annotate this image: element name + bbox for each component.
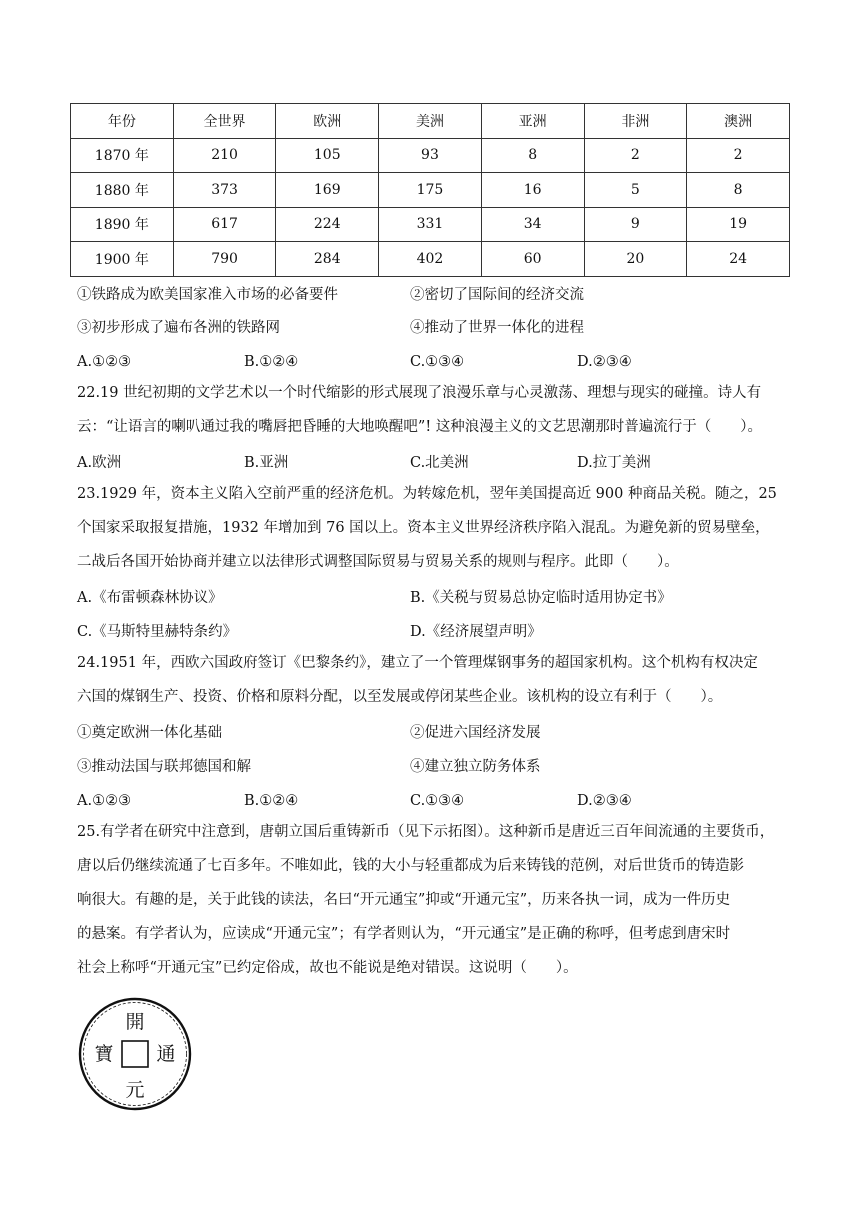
railway-data-table bbox=[70, 103, 790, 277]
table-cell: 402 bbox=[379, 242, 482, 277]
question-23-line: 23.1929 年，资本主义陷入空前严重的经济危机。为转嫁危机，翌年美国提高近 900 种商品关税。随之，25 bbox=[77, 486, 777, 502]
q24-option-a[interactable]: A.①②③ bbox=[77, 793, 132, 809]
question-23-line: 二战后各国开始协商并建立以法律形式调整国际贸易与贸易关系的规则与程序。此即（ ）。 bbox=[77, 554, 679, 570]
q22-option-d[interactable]: D.拉丁美洲 bbox=[577, 455, 651, 471]
table-cell: 790 bbox=[173, 242, 276, 277]
table-cell: 20 bbox=[584, 242, 687, 277]
question-25-line: 25.有学者在研究中注意到，唐朝立国后重铸新币（见下示拓图）。这种新币是唐近三百年间流通的主要货币， bbox=[77, 824, 775, 840]
q23-option-b[interactable]: B.《关税与贸易总协定临时适用协定书》 bbox=[410, 590, 672, 606]
coin-square-hole bbox=[122, 1041, 148, 1067]
table-header-cell: 亚洲 bbox=[481, 104, 584, 139]
q24-statement-4: ④建立独立防务体系 bbox=[410, 759, 541, 775]
table-cell: 8 bbox=[687, 173, 790, 208]
table-cell: 16 bbox=[481, 173, 584, 208]
table-cell: 331 bbox=[379, 207, 482, 242]
question-25-line: 响很大。有趣的是，关于此钱的读法，名曰“开元通宝”抑或“开通元宝”，历来各执一词，成为一件历史 bbox=[77, 892, 731, 908]
table-row bbox=[71, 173, 790, 208]
q21-statement-3: ③初步形成了遍布各洲的铁路网 bbox=[77, 320, 280, 336]
table-header-cell: 澳洲 bbox=[687, 104, 790, 139]
q24-statement-1: ①奠定欧洲一体化基础 bbox=[77, 725, 222, 741]
table-row bbox=[71, 242, 790, 277]
q21-option-d[interactable]: D.②③④ bbox=[577, 354, 632, 370]
q24-option-b[interactable]: B.①②④ bbox=[244, 793, 299, 809]
table-header-cell: 年份 bbox=[71, 104, 174, 139]
q22-option-b[interactable]: B.亚洲 bbox=[244, 455, 289, 471]
q24-option-d[interactable]: D.②③④ bbox=[577, 793, 632, 809]
coin-char-left: 寶 bbox=[94, 1043, 114, 1065]
question-22-line: 云：“让语言的喇叭通过我的嘴唇把昏睡的大地唤醒吧”! 这种浪漫主义的文艺思潮那时普遍流行于（ ）。 bbox=[77, 419, 763, 435]
q21-statement-4: ④推动了世界一体化的进程 bbox=[410, 320, 584, 336]
q24-statement-2: ②促进六国经济发展 bbox=[410, 725, 541, 741]
question-24-line: 24.1951 年，西欧六国政府签订《巴黎条约》，建立了一个管理煤钢事务的超国家机构。这个机构有权决定 bbox=[77, 655, 758, 671]
q21-option-a[interactable]: A.①②③ bbox=[77, 354, 132, 370]
q22-option-c[interactable]: C.北美洲 bbox=[410, 455, 469, 471]
question-24-line: 六国的煤钢生产、投资、价格和原料分配，以至发展或停闭某些企业。该机构的设立有利于（ ）。 bbox=[77, 689, 723, 705]
table-cell: 60 bbox=[481, 242, 584, 277]
question-22-line: 22.19 世纪初期的文学艺术以一个时代缩影的形式展现了浪漫乐章与心灵激荡、理想与现实的碰撞。诗人有 bbox=[77, 385, 762, 401]
question-25-line: 的悬案。有学者认为，应读成“开通元宝”；有学者则认为，“开元通宝”是正确的称呼，但考虑到唐宋时 bbox=[77, 926, 731, 942]
table-cell: 175 bbox=[379, 173, 482, 208]
q21-option-b[interactable]: B.①②④ bbox=[244, 354, 299, 370]
table-header-cell: 非洲 bbox=[584, 104, 687, 139]
table-cell: 9 bbox=[584, 207, 687, 242]
table-cell: 169 bbox=[276, 173, 379, 208]
question-23 bbox=[77, 477, 789, 579]
table-cell: 5 bbox=[584, 173, 687, 208]
q23-option-a[interactable]: A.《布雷顿森林协议》 bbox=[77, 590, 223, 606]
q24-option-c[interactable]: C.①③④ bbox=[410, 793, 465, 809]
question-24 bbox=[77, 646, 789, 714]
table-cell: 210 bbox=[173, 138, 276, 173]
table-cell: 93 bbox=[379, 138, 482, 173]
table-header-cell: 全世界 bbox=[173, 104, 276, 139]
q23-option-d[interactable]: D.《经济展望声明》 bbox=[410, 624, 542, 640]
table-cell: 224 bbox=[276, 207, 379, 242]
table-cell: 34 bbox=[481, 207, 584, 242]
table-cell: 373 bbox=[173, 173, 276, 208]
table-cell: 1880 年 bbox=[71, 173, 174, 208]
table-cell: 24 bbox=[687, 242, 790, 277]
q21-statement-2: ②密切了国际间的经济交流 bbox=[410, 287, 584, 303]
table-cell: 617 bbox=[173, 207, 276, 242]
kaiyuan-coin-rubbing bbox=[77, 996, 193, 1112]
q21-option-c[interactable]: C.①③④ bbox=[410, 354, 465, 370]
table-header-cell: 美洲 bbox=[379, 104, 482, 139]
table-cell: 19 bbox=[687, 207, 790, 242]
question-25-line: 社会上称呼“开通元宝”已约定俗成，故也不能说是绝对错误。这说明（ ）。 bbox=[77, 960, 578, 976]
table-cell: 8 bbox=[481, 138, 584, 173]
table-cell: 1890 年 bbox=[71, 207, 174, 242]
q23-option-c[interactable]: C.《马斯特里赫特条约》 bbox=[77, 624, 238, 640]
table-header-cell: 欧洲 bbox=[276, 104, 379, 139]
table-cell: 105 bbox=[276, 138, 379, 173]
table-cell: 1870 年 bbox=[71, 138, 174, 173]
table-row bbox=[71, 207, 790, 242]
coin-char-bottom: 元 bbox=[125, 1079, 145, 1101]
question-22 bbox=[77, 376, 789, 444]
coin-char-right: 通 bbox=[156, 1043, 176, 1065]
question-25-line: 唐以后仍继续流通了七百多年。不唯如此，钱的大小与轻重都成为后来铸钱的范例，对后世货币的铸造影 bbox=[77, 858, 744, 874]
q24-statement-3: ③推动法国与联邦德国和解 bbox=[77, 759, 251, 775]
table-header-row bbox=[71, 104, 790, 139]
table-cell: 1900 年 bbox=[71, 242, 174, 277]
table-cell: 284 bbox=[276, 242, 379, 277]
coin-char-top: 開 bbox=[125, 1011, 145, 1033]
question-25 bbox=[77, 815, 789, 985]
q22-option-a[interactable]: A.欧洲 bbox=[77, 455, 122, 471]
q21-statement-1: ①铁路成为欧美国家准入市场的必备要件 bbox=[77, 287, 338, 303]
table-cell: 2 bbox=[584, 138, 687, 173]
table-row bbox=[71, 138, 790, 173]
question-23-line: 个国家采取报复措施，1932 年增加到 76 国以上。资本主义世界经济秩序陷入混乱。为避免新的贸易壁垒， bbox=[77, 520, 770, 536]
table-cell: 2 bbox=[687, 138, 790, 173]
